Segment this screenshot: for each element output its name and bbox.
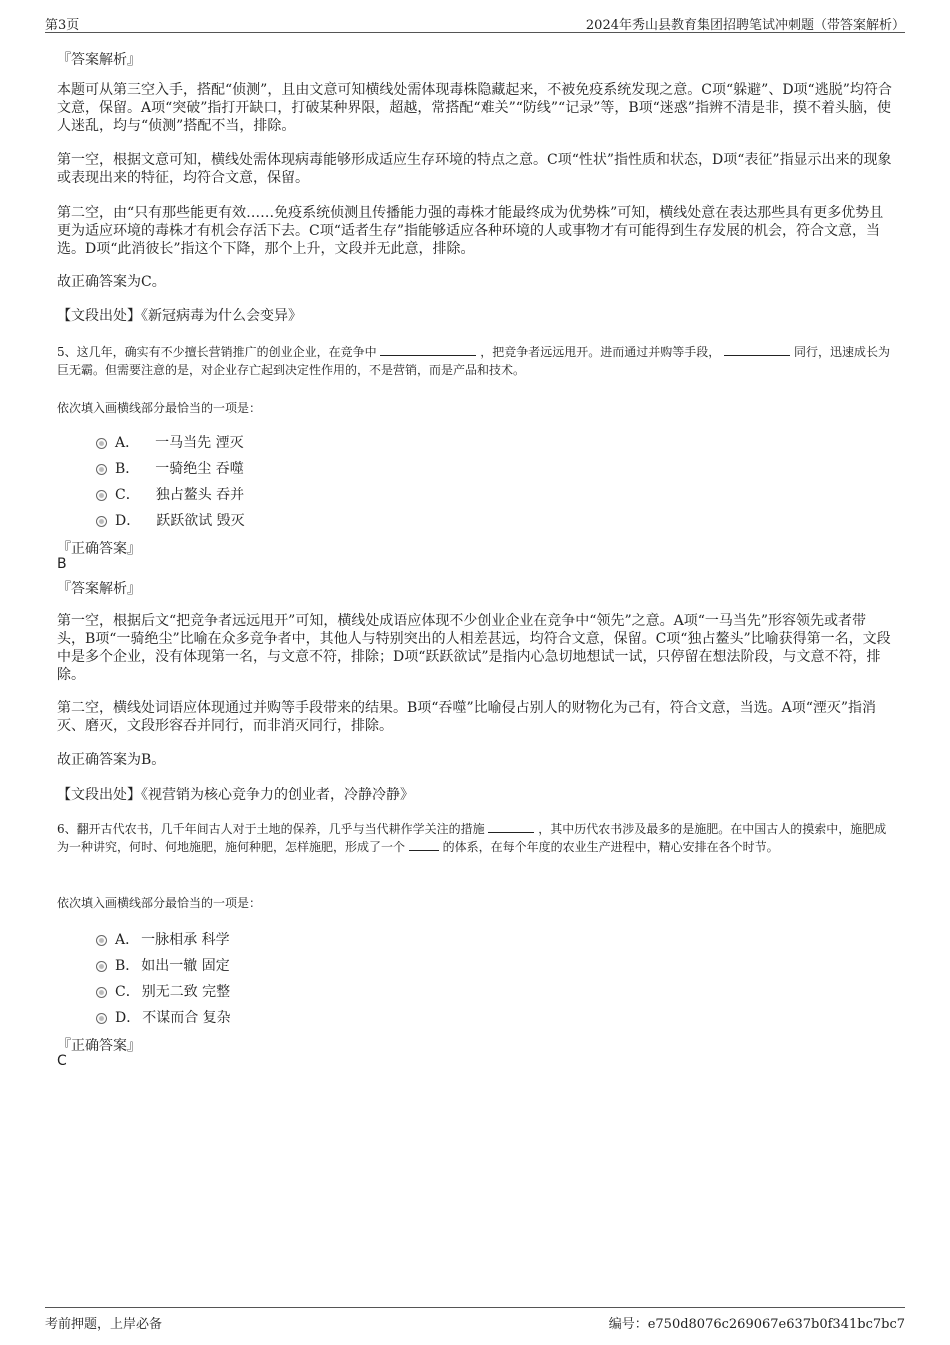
q5-analysis-p1: 第一空，根据后文“把竞争者远远甩开”可知，横线处成语应体现不少创业企业在竞争中“领先”之意。A项“一马当先”形容领先或者带头，B项“一骑绝尘”比喻在众多竞争者中，其他人与特别突出的人相差甚远，均符合文意，保留。C项“独占鳌头”比喻获得第一名，文段中是多个企业，没有体现第一名，与文意不符，排除；D项“跃跃欲试”是指内心急切地想试一试，只停留在想法阶段，与文意不符，排除。: [57, 613, 891, 683]
q5-blank-2: [724, 343, 790, 356]
document-title: 2024年秀山县教育集团招聘笔试冲刺题（带答案解析）: [585, 18, 905, 33]
radio-icon[interactable]: [96, 438, 107, 449]
radio-icon[interactable]: [96, 464, 107, 475]
q5-blank-1: [380, 343, 476, 356]
q5-correct-answer: B: [57, 556, 67, 572]
q6-blank-1: [488, 820, 534, 833]
q6-stem-part1: 6、翻开古代农书，几千年间古人对于土地的保养，几乎与当代耕作学关注的措施: [57, 822, 485, 836]
q5-stem-part3: 同行，迅速成长为巨无霸。但需要注意的是，对企业存亡起到决定性作用的，不是营销，而是产品和技术。: [57, 345, 890, 377]
radio-icon[interactable]: [96, 935, 107, 946]
q5-analysis-p2: 第二空，横线处词语应体现通过并购等手段带来的结果。B项“吞噬”比喻侵占别人的财物化为己有，符合文意，当选。A项“湮灭”指消灭、磨灭，文段形容吞并同行，而非消灭同行，排除。: [57, 700, 877, 734]
page-footer: [45, 1307, 905, 1330]
footer-slogan: 考前押题，上岸必备: [45, 1317, 163, 1332]
q6-stem-part3: 的体系，在每个年度的农业生产进程中，精心安排在各个时节。: [442, 840, 779, 854]
page-number: 第3页: [45, 18, 80, 33]
q5-option-c[interactable]: C． 独占鳌头 吞并: [96, 484, 244, 504]
q5-option-b[interactable]: B． 一骑绝尘 吞噬: [96, 458, 244, 478]
q5-source: 【文段出处】《视营销为核心竞争力的创业者，冷静冷静》: [57, 787, 414, 803]
q6-prompt: 依次填入画横线部分最恰当的一项是：: [57, 896, 262, 910]
q5-stem: [57, 343, 893, 379]
q6-blank-2: [409, 838, 439, 851]
radio-icon[interactable]: [96, 987, 107, 998]
q4-conclusion: 故正确答案为C。: [57, 274, 166, 290]
radio-icon[interactable]: [96, 516, 107, 527]
q6-stem-part2: ，其中历代农书涉及最多的是施肥。在中国古人的摸索中，施肥成为一种讲究，何时、何地施肥，施何种肥，怎样施肥，形成了一个: [57, 822, 887, 854]
q6-stem: [57, 820, 893, 856]
q4-analysis-p3: 第二空，由“只有那些能更有效……免疫系统侦测且传播能力强的毒株才能最终成为优势株”可知，横线处意在表达那些具有更多优势且更为适应环境的毒株才有机会存活下去。C项“适者生存”指能够适应各种环境的人或事物才有可能得到生存发展的机会，符合文意，当选。D项“此消彼长”指这个下降，那个上升，文段并无此意，排除。: [57, 205, 884, 257]
q4-analysis-p2: 第一空，根据文意可知，横线处需体现病毒能够形成适应生存环境的特点之意。C项“性状”指性质和状态，D项“表征”指显示出来的现象或表现出来的特征，均符合文意，保留。: [57, 152, 892, 186]
q6-option-d[interactable]: D． 不谋而合 复杂: [96, 1007, 231, 1027]
q6-option-c[interactable]: C． 别无二致 完整: [96, 981, 230, 1001]
q5-analysis-label: 『答案解析』: [57, 581, 141, 597]
q4-analysis-p1: 本题可从第三空入手，搭配“侦测”，且由文意可知横线处需体现毒株隐藏起来，不被免疫系统发现之意。C项“躲避”、D项“逃脱”均符合文意，保留。A项“突破”指打开缺口，打破某种界限，超越，常搭配“难关”“防线”“记录”等，B项“迷惑”指辨不清是非，摸不着头脑，使人迷乱，均与“侦测”搭配不当，排除。: [57, 82, 892, 134]
q6-option-a[interactable]: A． 一脉相承 科学: [96, 929, 230, 949]
q5-stem-part2: ，把竞争者远远甩开。进而通过并购等手段，: [480, 345, 721, 359]
q6-correct-answer: C: [57, 1053, 67, 1069]
q5-option-d[interactable]: D． 跃跃欲试 毁灭: [96, 510, 245, 530]
q4-analysis-label: 『答案解析』: [57, 52, 141, 68]
radio-icon[interactable]: [96, 961, 107, 972]
q5-correct-label: 『正确答案』: [57, 541, 141, 557]
q6-option-b[interactable]: B． 如出一辙 固定: [96, 955, 230, 975]
radio-icon[interactable]: [96, 1013, 107, 1024]
q6-correct-label: 『正确答案』: [57, 1038, 141, 1054]
q5-stem-part1: 5、这几年，确实有不少擅长营销推广的创业企业，在竞争中: [57, 345, 377, 359]
q5-prompt: 依次填入画横线部分最恰当的一项是：: [57, 401, 262, 415]
q5-conclusion: 故正确答案为B。: [57, 752, 166, 768]
document-code: 编号：e750d8076c269067e637b0f341bc7bc7: [608, 1317, 905, 1332]
q5-option-a[interactable]: A． 一马当先 湮灭: [96, 432, 244, 452]
q4-source: 【文段出处】《新冠病毒为什么会变异》: [57, 308, 302, 324]
radio-icon[interactable]: [96, 490, 107, 501]
page-header: [45, 14, 905, 33]
